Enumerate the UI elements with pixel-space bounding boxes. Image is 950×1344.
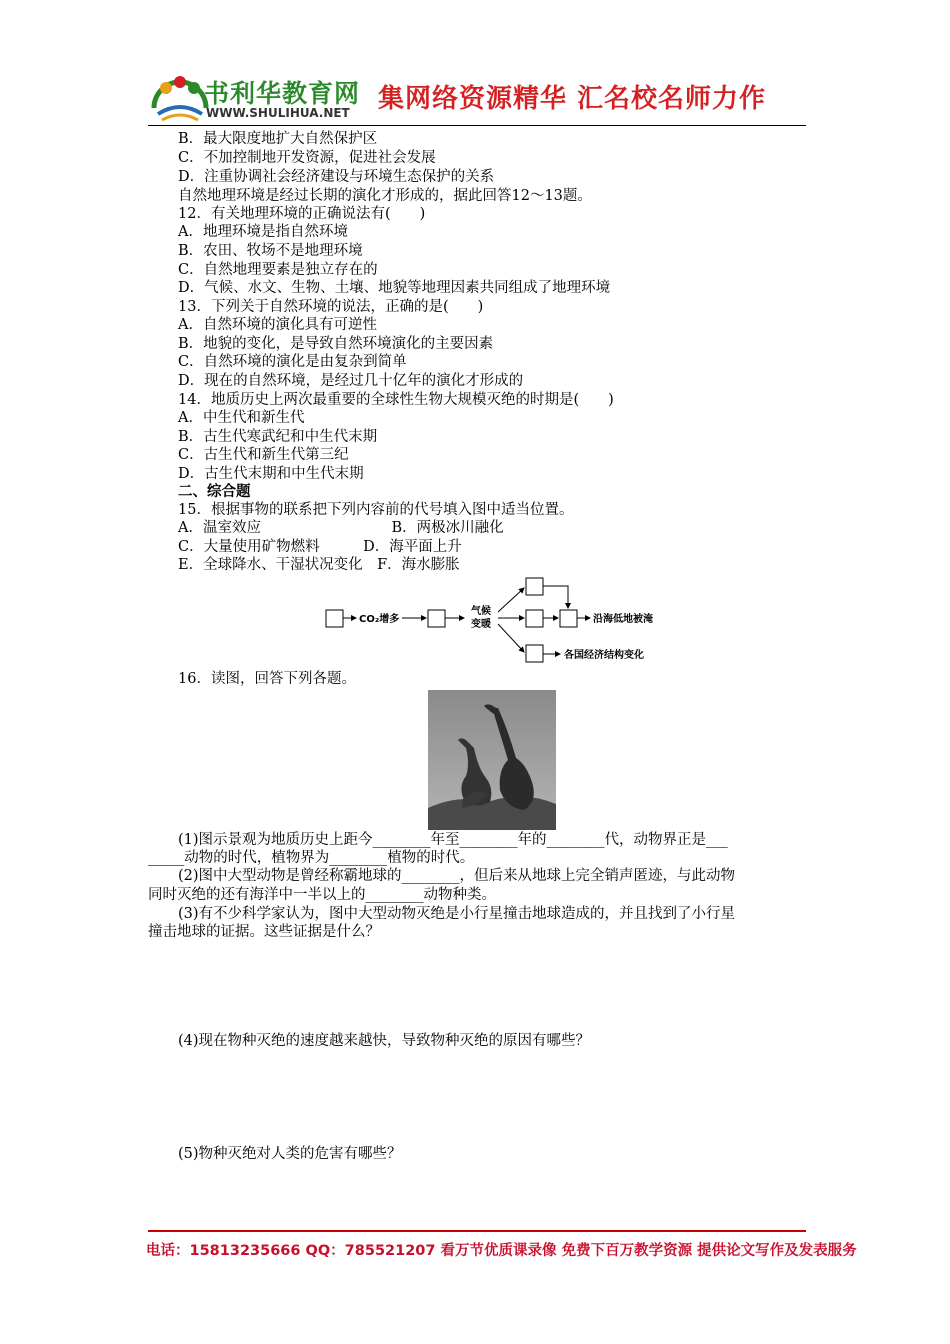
question-13: 13．下列关于自然环境的说法，正确的是( ) bbox=[178, 299, 484, 315]
logo-icon bbox=[150, 70, 210, 122]
option-line: C．古生代和新生代第三纪 bbox=[178, 447, 349, 463]
option-line: E．全球降水、干湿状况变化 F．海水膨胀 bbox=[178, 557, 460, 573]
brand-url[interactable]: WWW.SHULIHUA.NET bbox=[206, 106, 350, 120]
subquestion-1-cont: _____动物的时代，植物界为________植物的时代。 bbox=[148, 850, 475, 866]
footer-divider bbox=[148, 1230, 806, 1232]
question-12: 12．有关地理环境的正确说法有( ) bbox=[178, 206, 426, 222]
blank-box bbox=[326, 610, 343, 627]
subquestion-5: (5)物种灭绝对人类的危害有哪些？ bbox=[178, 1146, 402, 1162]
blank-box bbox=[560, 610, 577, 627]
option-line: B．古生代寒武纪和中生代末期 bbox=[178, 429, 378, 445]
label-co2: CO₂增多 bbox=[359, 614, 400, 625]
option-line: D．现在的自然环境，是经过几十亿年的演化才形成的 bbox=[178, 373, 524, 389]
subquestion-3-cont: 撞击地球的证据。这些证据是什么？ bbox=[148, 924, 380, 940]
subquestion-4: (4)现在物种灭绝的速度越来越快，导致物种灭绝的原因有哪些？ bbox=[178, 1033, 591, 1049]
option-line: C．自然环境的演化是由复杂到简单 bbox=[178, 354, 407, 370]
brand-name: 书利华教育网 bbox=[204, 79, 361, 108]
passage-intro: 自然地理环境是经过长期的演化才形成的，据此回答12～13题。 bbox=[178, 188, 592, 204]
option-line: A．地理环境是指自然环境 bbox=[178, 224, 348, 240]
section-heading: 二、综合题 bbox=[178, 483, 251, 500]
option-line: B．农田、牧场不是地理环境 bbox=[178, 243, 363, 259]
blank-box bbox=[428, 610, 445, 627]
label-climate: 气候 bbox=[471, 606, 491, 617]
blank-box bbox=[526, 610, 543, 627]
subquestion-1: (1)图示景观为地质历史上距今________年至________年的________代，动物界正是___ bbox=[178, 832, 728, 848]
label-coast: 沿海低地被淹 bbox=[593, 614, 653, 625]
option-line: A．中生代和新生代 bbox=[178, 410, 305, 426]
option-line: B．地貌的变化，是导致自然环境演化的主要因素 bbox=[178, 336, 494, 352]
label-climate: 变暖 bbox=[471, 619, 491, 630]
option-line: C．自然地理要素是独立存在的 bbox=[178, 262, 378, 278]
blank-box bbox=[526, 645, 543, 662]
question-15: 15．根据事物的联系把下列内容前的代号填入图中适当位置。 bbox=[178, 502, 574, 518]
question-14: 14．地质历史上两次最重要的全球性生物大规模灭绝的时期是( ) bbox=[178, 392, 614, 408]
option-line: A．温室效应 B．两极冰川融化 bbox=[178, 520, 504, 536]
option-line: D．注重协调社会经济建设与环境生态保护的关系 bbox=[178, 169, 495, 185]
header-divider bbox=[148, 125, 806, 126]
subquestion-2-cont: 同时灭绝的还有海洋中一半以上的________动物种类。 bbox=[148, 887, 496, 903]
blank-box bbox=[526, 578, 543, 595]
dinosaur-photo bbox=[428, 690, 556, 830]
footer-contact: 电话：15813235666 QQ：785521207 看万节优质课录像 免费下百万教学资源 提供论文写作及发表服务 bbox=[146, 1243, 857, 1259]
option-line: A．自然环境的演化具有可逆性 bbox=[178, 317, 377, 333]
option-line: D．古生代末期和中生代末期 bbox=[178, 466, 364, 482]
option-line: C．大量使用矿物燃料 D．海平面上升 bbox=[178, 539, 462, 555]
option-line: B．最大限度地扩大自然保护区 bbox=[178, 131, 378, 147]
subquestion-3: (3)有不少科学家认为，图中大型动物灭绝是小行星撞击地球造成的，并且找到了小行星 bbox=[178, 906, 736, 922]
option-line: C．不加控制地开发资源，促进社会发展 bbox=[178, 150, 436, 166]
option-line: D．气候、水文、生物、土壤、地貌等地理因素共同组成了地理环境 bbox=[178, 280, 611, 296]
subquestion-2: (2)图中大型动物是曾经称霸地球的________，但后来从地球上完全销声匿迹，与此动物 bbox=[178, 868, 736, 884]
label-economy: 各国经济结构变化 bbox=[564, 650, 644, 661]
question-16: 16．读图，回答下列各题。 bbox=[178, 671, 356, 687]
header-slogan: 集网络资源精华 汇名校名师力作 bbox=[378, 84, 767, 114]
flow-diagram bbox=[320, 572, 670, 666]
